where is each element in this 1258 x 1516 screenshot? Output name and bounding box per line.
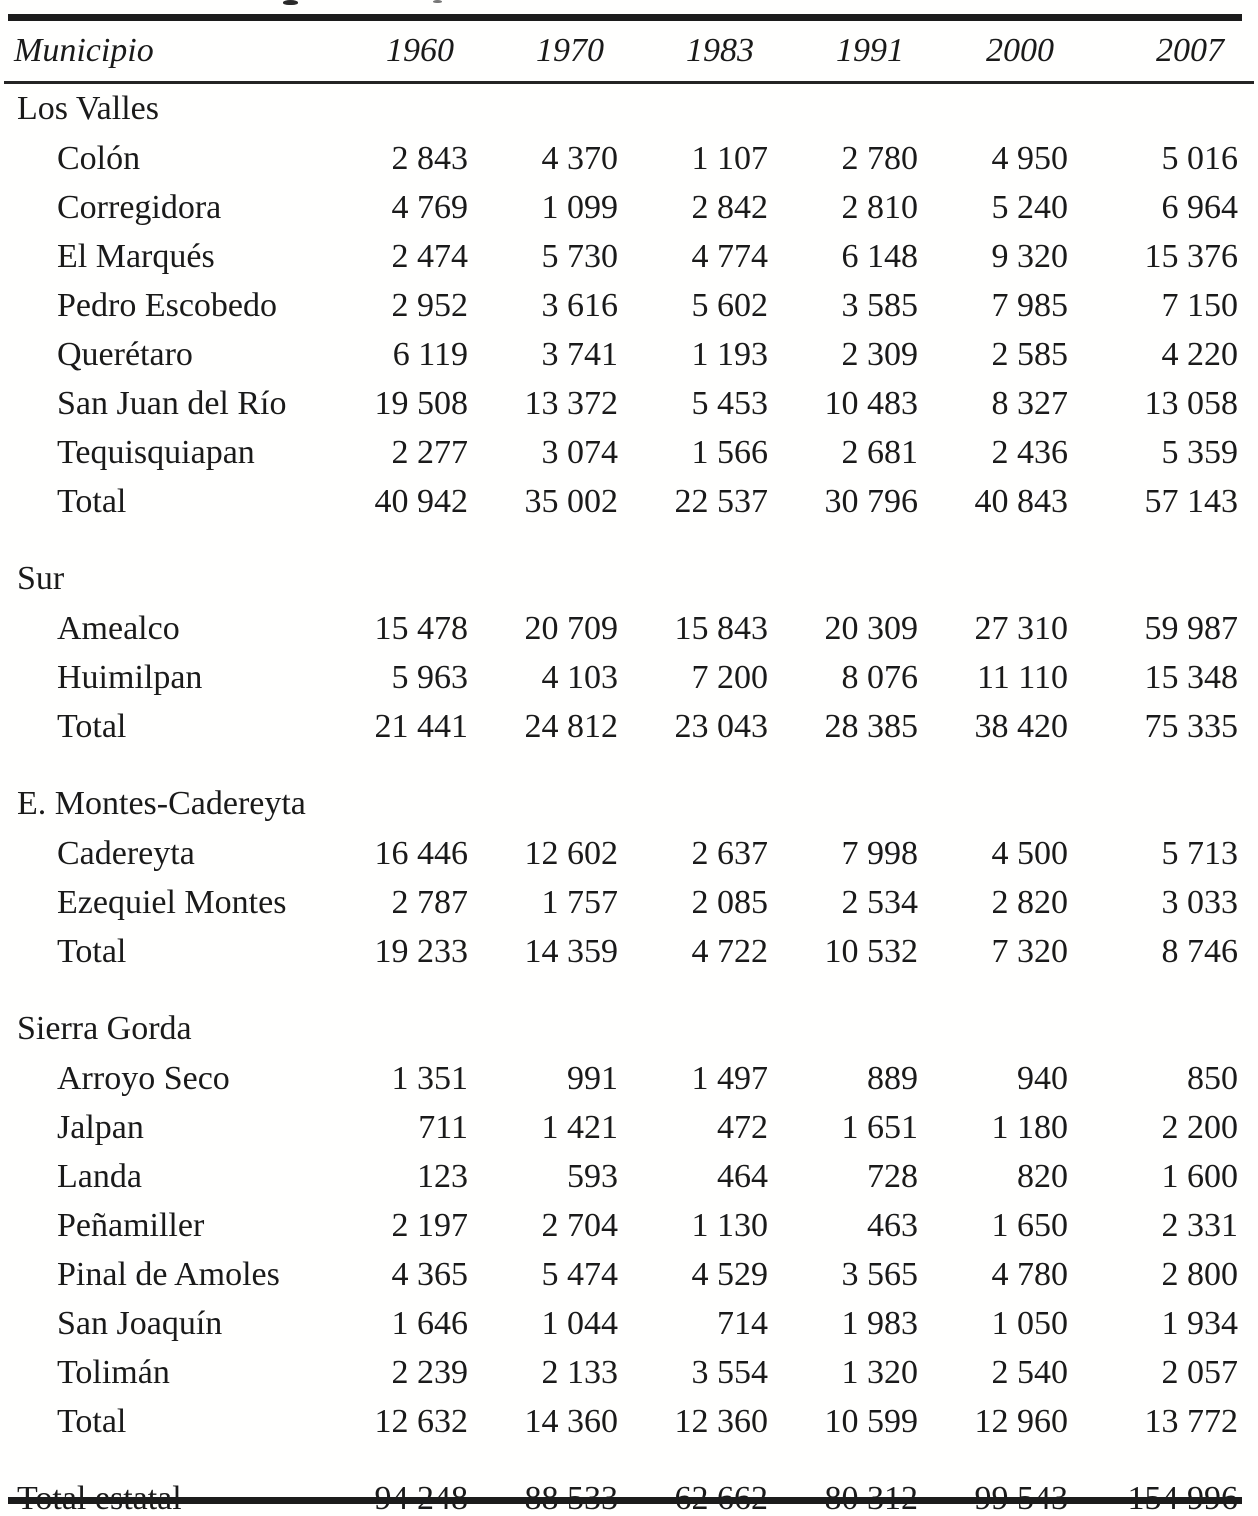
table-row (4, 1152, 1254, 1201)
value-cell: 15 478 (374, 609, 468, 647)
header-row (4, 21, 1254, 83)
value-cell: 27 310 (974, 609, 1068, 647)
value-cell: 1 180 (991, 1108, 1068, 1146)
value-cell: 7 985 (991, 286, 1068, 324)
table-row (4, 829, 1254, 878)
row-label: Amealco (57, 609, 180, 647)
value-cell: 14 359 (524, 932, 618, 970)
value-cell (484, 751, 634, 829)
value-cell: 19 233 (374, 932, 468, 970)
value-cell: 4 950 (991, 139, 1068, 177)
value-cell: 28 385 (824, 707, 918, 745)
table-row (4, 976, 1254, 1054)
value-cell: 2 780 (841, 139, 918, 177)
value-cell (1084, 83, 1254, 135)
value-cell: 123 (417, 1157, 468, 1195)
value-cell (364, 83, 484, 135)
value-cell: 2 681 (841, 433, 918, 471)
value-cell: 8 076 (841, 658, 918, 696)
total-label-cell: Total (57, 932, 127, 970)
value-cell: 5 963 (391, 658, 468, 696)
row-label: Arroyo Seco (57, 1059, 230, 1097)
value-cell: 8 746 (1161, 932, 1238, 970)
table-row (4, 330, 1254, 379)
value-cell: 5 016 (1161, 139, 1238, 177)
value-cell: 2 085 (691, 883, 768, 921)
row-label: Colón (57, 139, 141, 177)
value-cell: 2 331 (1161, 1206, 1238, 1244)
value-cell: 5 240 (991, 188, 1068, 226)
value-cell: 1 050 (991, 1304, 1068, 1342)
value-cell (634, 1446, 784, 1516)
column-header-1991: 1991 (784, 21, 934, 83)
table-row (4, 1103, 1254, 1152)
value-cell: 35 002 (524, 482, 618, 520)
table-row (4, 83, 1254, 135)
group-header-cell: Sierra Gorda (17, 1010, 192, 1047)
value-cell: 14 360 (524, 1402, 618, 1440)
table-row (4, 1054, 1254, 1103)
value-cell: 11 110 (977, 658, 1068, 696)
value-cell (1084, 526, 1254, 604)
value-cell: 3 074 (541, 433, 618, 471)
value-cell: 728 (867, 1157, 918, 1195)
value-cell: 59 987 (1144, 609, 1238, 647)
value-cell: 5 713 (1161, 834, 1238, 872)
value-cell: 2 436 (991, 433, 1068, 471)
total-label-cell: Total (57, 482, 127, 520)
value-cell: 4 722 (691, 932, 768, 970)
column-header-2007: 2007 (1084, 21, 1254, 83)
value-cell: 2 585 (991, 335, 1068, 373)
value-cell: 30 796 (824, 482, 918, 520)
value-cell: 2 197 (391, 1206, 468, 1244)
value-cell: 593 (567, 1157, 618, 1195)
value-cell (484, 526, 634, 604)
value-cell: 1 983 (841, 1304, 918, 1342)
value-cell: 21 441 (374, 707, 468, 745)
value-cell: 2 200 (1161, 1108, 1238, 1146)
value-cell (1084, 976, 1254, 1054)
value-cell: 2 540 (991, 1353, 1068, 1391)
value-cell: 2 277 (391, 433, 468, 471)
value-cell: 12 632 (374, 1402, 468, 1440)
table-row (4, 927, 1254, 976)
value-cell: 1 934 (1161, 1304, 1238, 1342)
row-label: Ezequiel Montes (57, 883, 287, 921)
value-cell (784, 751, 934, 829)
value-cell: 2 474 (391, 237, 468, 275)
value-cell: 3 565 (841, 1255, 918, 1293)
value-cell (934, 976, 1084, 1054)
value-cell: 1 044 (541, 1304, 618, 1342)
value-cell (634, 751, 784, 829)
population-table (4, 21, 1254, 1516)
table-row (4, 751, 1254, 829)
value-cell (364, 1446, 484, 1516)
row-label: Tolimán (57, 1353, 170, 1391)
value-cell: 1 320 (841, 1353, 918, 1391)
table-row (4, 604, 1254, 653)
value-cell: 12 360 (674, 1402, 768, 1440)
total-label-cell: Total (57, 707, 127, 745)
value-cell: 7 150 (1161, 286, 1238, 324)
value-cell: 2 787 (391, 883, 468, 921)
value-cell: 3 033 (1161, 883, 1238, 921)
value-cell: 22 537 (674, 482, 768, 520)
table-row (4, 379, 1254, 428)
value-cell: 1 193 (691, 335, 768, 373)
value-cell: 4 780 (991, 1255, 1068, 1293)
value-cell: 6 119 (392, 335, 468, 373)
value-cell: 889 (867, 1059, 918, 1097)
value-cell: 3 741 (541, 335, 618, 373)
value-cell: 19 508 (374, 384, 468, 422)
value-cell (784, 976, 934, 1054)
table-row (4, 183, 1254, 232)
value-cell: 2 810 (841, 188, 918, 226)
value-cell: 1 107 (691, 139, 768, 177)
total-label-cell (4, 1446, 364, 1516)
group-header-cell: Sur (17, 560, 65, 597)
table-row (4, 653, 1254, 702)
value-cell: 711 (418, 1108, 468, 1146)
value-cell: 4 370 (541, 139, 618, 177)
cropped-text-fragment (283, 0, 298, 5)
value-cell: 12 960 (974, 1402, 1068, 1440)
row-label: Jalpan (57, 1108, 144, 1146)
value-cell: 13 058 (1144, 384, 1238, 422)
value-cell: 850 (1187, 1059, 1238, 1097)
value-cell: 24 812 (524, 707, 618, 745)
value-cell (1084, 1446, 1254, 1516)
value-cell: 1 351 (391, 1059, 468, 1097)
table-top-rule (8, 14, 1242, 21)
value-cell: 6 964 (1161, 188, 1238, 226)
value-cell: 3 554 (691, 1353, 768, 1391)
value-cell: 940 (1017, 1059, 1068, 1097)
value-cell: 20 709 (524, 609, 618, 647)
value-cell (364, 526, 484, 604)
value-cell: 23 043 (674, 707, 768, 745)
row-label: San Juan del Río (57, 384, 287, 422)
value-cell (784, 1446, 934, 1516)
value-cell: 4 774 (691, 237, 768, 275)
value-cell: 15 348 (1144, 658, 1238, 696)
table-bottom-rule (8, 1497, 1242, 1504)
value-cell: 2 057 (1161, 1353, 1238, 1391)
value-cell: 10 483 (824, 384, 918, 422)
value-cell: 1 600 (1161, 1157, 1238, 1195)
value-cell: 75 335 (1144, 707, 1238, 745)
row-label: San Joaquín (57, 1304, 223, 1342)
value-cell: 40 942 (374, 482, 468, 520)
value-cell: 464 (717, 1157, 768, 1195)
value-cell (934, 1446, 1084, 1516)
value-cell: 2 820 (991, 883, 1068, 921)
row-label: El Marqués (57, 237, 215, 275)
value-cell: 4 365 (391, 1255, 468, 1293)
table-row (4, 1397, 1254, 1446)
value-cell: 20 309 (824, 609, 918, 647)
value-cell (934, 526, 1084, 604)
value-cell: 2 239 (391, 1353, 468, 1391)
table-body (4, 83, 1254, 1516)
value-cell: 6 148 (841, 237, 918, 275)
value-cell: 7 200 (691, 658, 768, 696)
value-cell (634, 976, 784, 1054)
value-cell: 4 103 (541, 658, 618, 696)
value-cell: 4 220 (1161, 335, 1238, 373)
value-cell: 10 532 (824, 932, 918, 970)
value-cell (634, 83, 784, 135)
row-label: Pedro Escobedo (57, 286, 278, 324)
value-cell: 4 529 (691, 1255, 768, 1293)
value-cell: 1 099 (541, 188, 618, 226)
value-cell: 4 769 (391, 188, 468, 226)
value-cell: 714 (717, 1304, 768, 1342)
table-row (4, 1250, 1254, 1299)
value-cell: 12 602 (524, 834, 618, 872)
group-header-cell: E. Montes-Cadereyta (17, 785, 306, 822)
value-cell: 5 730 (541, 237, 618, 275)
column-header-1960: 1960 (364, 21, 484, 83)
value-cell: 1 566 (691, 433, 768, 471)
table-row (4, 1446, 1254, 1516)
column-header-1970: 1970 (484, 21, 634, 83)
value-cell: 5 359 (1161, 433, 1238, 471)
value-cell: 7 320 (991, 932, 1068, 970)
value-cell (484, 83, 634, 135)
column-header-2000: 2000 (934, 21, 1084, 83)
value-cell: 1 497 (691, 1059, 768, 1097)
table-row (4, 702, 1254, 751)
value-cell: 1 757 (541, 883, 618, 921)
value-cell: 2 952 (391, 286, 468, 324)
table-row (4, 1299, 1254, 1348)
value-cell: 2 133 (541, 1353, 618, 1391)
value-cell: 1 646 (391, 1304, 468, 1342)
value-cell: 7 998 (841, 834, 918, 872)
value-cell: 4 500 (991, 834, 1068, 872)
cropped-text-fragment (433, 0, 442, 3)
column-header-1983: 1983 (634, 21, 784, 83)
table-row (4, 281, 1254, 330)
value-cell (1084, 751, 1254, 829)
value-cell: 16 446 (374, 834, 468, 872)
value-cell: 3 616 (541, 286, 618, 324)
value-cell: 1 650 (991, 1206, 1068, 1244)
table-row (4, 1201, 1254, 1250)
value-cell (934, 751, 1084, 829)
row-label: Peñamiller (57, 1206, 205, 1244)
value-cell: 463 (867, 1206, 918, 1244)
table-row (4, 878, 1254, 927)
value-cell: 2 309 (841, 335, 918, 373)
value-cell: 2 637 (691, 834, 768, 872)
value-cell: 2 704 (541, 1206, 618, 1244)
value-cell: 472 (717, 1108, 768, 1146)
value-cell: 2 842 (691, 188, 768, 226)
value-cell: 3 585 (841, 286, 918, 324)
row-label: Corregidora (57, 188, 222, 226)
table-row (4, 134, 1254, 183)
value-cell: 5 602 (691, 286, 768, 324)
value-cell: 991 (567, 1059, 618, 1097)
value-cell: 5 453 (691, 384, 768, 422)
value-cell: 2 800 (1161, 1255, 1238, 1293)
table-row (4, 428, 1254, 477)
value-cell: 5 474 (541, 1255, 618, 1293)
value-cell (484, 976, 634, 1054)
row-label: Querétaro (57, 335, 193, 373)
value-cell: 9 320 (991, 237, 1068, 275)
table-row (4, 526, 1254, 604)
value-cell: 820 (1017, 1157, 1068, 1195)
table-row (4, 477, 1254, 526)
table-row (4, 1348, 1254, 1397)
row-label: Tequisquiapan (57, 433, 255, 471)
value-cell: 13 772 (1144, 1402, 1238, 1440)
total-label-cell: Total (57, 1402, 127, 1440)
row-label: Landa (57, 1157, 142, 1195)
value-cell: 57 143 (1144, 482, 1238, 520)
value-cell (484, 1446, 634, 1516)
value-cell (784, 83, 934, 135)
row-label: Huimilpan (57, 658, 203, 696)
value-cell (784, 526, 934, 604)
row-label: Cadereyta (57, 834, 195, 872)
value-cell: 38 420 (974, 707, 1068, 745)
row-label: Pinal de Amoles (57, 1255, 280, 1293)
value-cell (934, 83, 1084, 135)
value-cell: 1 130 (691, 1206, 768, 1244)
value-cell: 2 534 (841, 883, 918, 921)
table-header (4, 21, 1254, 83)
value-cell: 8 327 (991, 384, 1068, 422)
table-row (4, 232, 1254, 281)
value-cell (634, 526, 784, 604)
group-header-cell: Los Valles (17, 90, 159, 127)
value-cell: 2 843 (391, 139, 468, 177)
value-cell: 15 843 (674, 609, 768, 647)
value-cell: 40 843 (974, 482, 1068, 520)
value-cell: 15 376 (1144, 237, 1238, 275)
value-cell: 1 651 (841, 1108, 918, 1146)
value-cell (364, 976, 484, 1054)
column-header-municipio: Municipio (4, 21, 364, 83)
value-cell: 10 599 (824, 1402, 918, 1440)
value-cell (364, 751, 484, 829)
value-cell: 13 372 (524, 384, 618, 422)
value-cell: 1 421 (541, 1108, 618, 1146)
